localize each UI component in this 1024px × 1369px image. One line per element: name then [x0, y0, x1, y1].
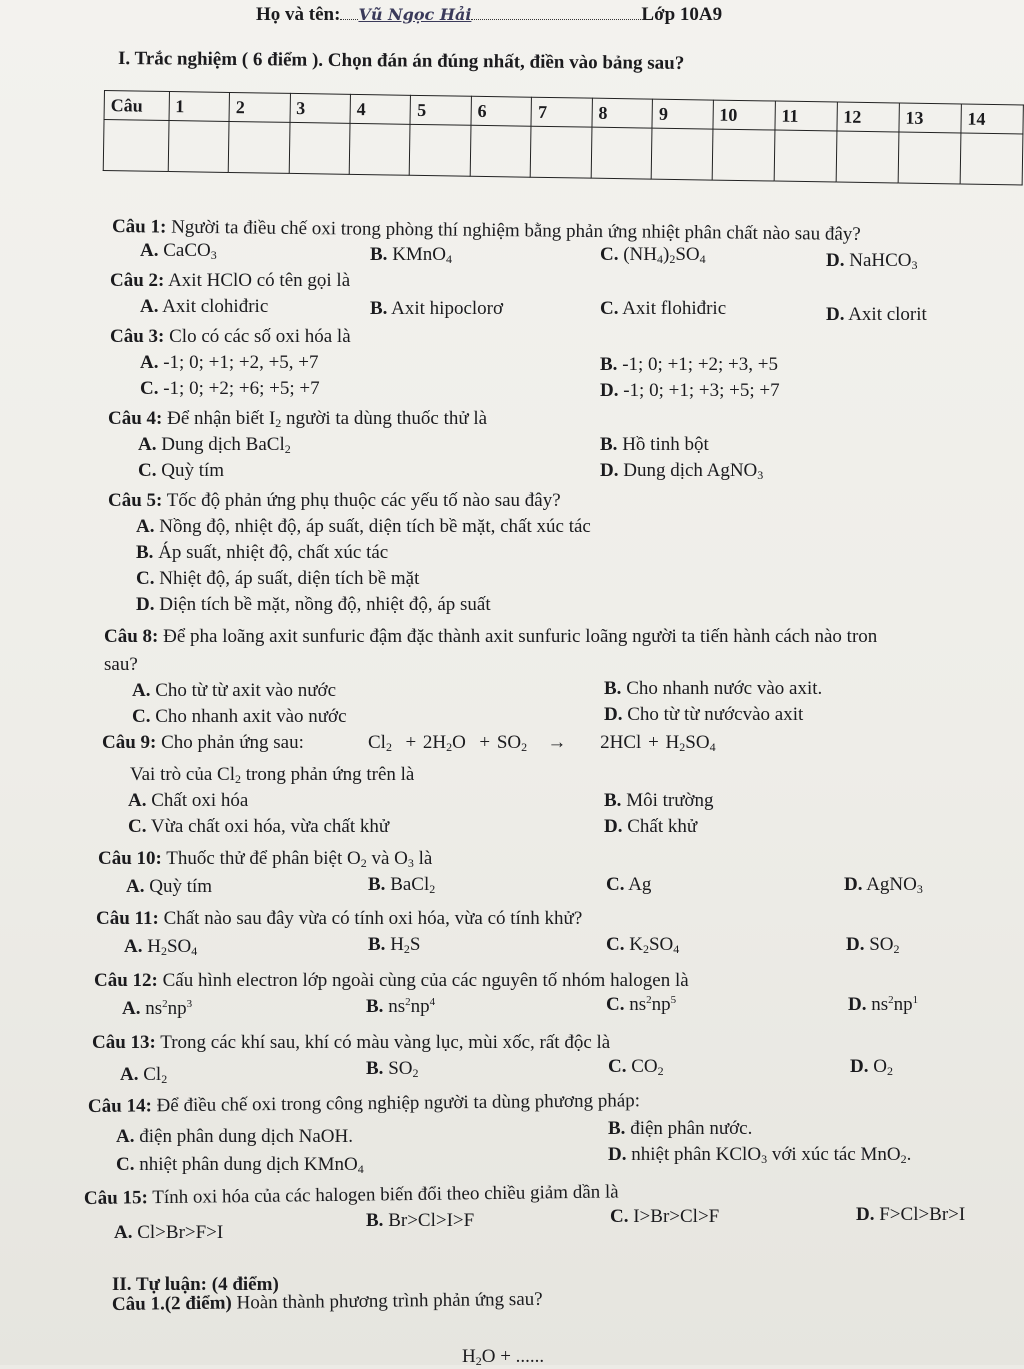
q1-option-a: A. CaCO$_3$ — [140, 240, 217, 262]
q10-option-b: B. BaCl$_2$ — [368, 874, 436, 896]
q8-option-b: B. Cho nhanh nước vào axit. — [604, 678, 823, 699]
question-15: Câu 15: Tính oxi hóa của các halogen biến đổi theo chiều giảm dần là — [83, 1181, 619, 1209]
q2-option-d: D. Axit clorit — [826, 304, 927, 325]
section-2-title: II. Tự luận: (4 điểm) — [112, 1274, 279, 1295]
q5-option-d: D. Diện tích bề mặt, nồng độ, nhiệt độ, áp suất — [136, 594, 491, 615]
section-1-title: I. Trắc nghiệm ( 6 điểm ). Chọn đán án đúng nhất, điền vào bảng sau? — [117, 48, 685, 74]
answer-col-3: 3 — [290, 93, 351, 123]
arrow-icon: → — [547, 732, 567, 753]
q9-option-c: C. Vừa chất oxi hóa, vừa chất khử — [128, 816, 390, 837]
answer-col-8: 8 — [592, 98, 653, 128]
q2-option-c: C. Axit flohiđric — [600, 298, 727, 319]
q13-option-b: B. $SO_2$ — [366, 1058, 419, 1080]
answer-table-header-label: Câu — [104, 91, 169, 121]
question-text: Người ta điều chế oxi trong phòng thí nghiệm bằng phản ứng nhiệt phân chất nào sau đây? — [171, 216, 861, 245]
q5-option-b: B. Áp suất, nhiệt độ, chất xúc tác — [136, 542, 389, 563]
answer-cell[interactable] — [289, 122, 350, 174]
question-14: Câu 14: Để điều chế oxi trong công nghiệp người ta dùng phương pháp: — [87, 1090, 641, 1117]
q5-option-a: A. Nồng độ, nhiệt độ, áp suất, diện tích bề mặt, chất xúc tác — [136, 516, 591, 537]
q15-option-c: C. I>Br>Cl>F — [610, 1206, 720, 1227]
answer-cell[interactable] — [228, 121, 289, 173]
q15-option-a: A. Cl>Br>F>I — [114, 1222, 224, 1243]
class-label: Lớp 10A9 — [641, 4, 723, 25]
q8-option-c: C. Cho nhanh axit vào nước — [132, 706, 347, 727]
q2-option-a: A. Axit clohiđric — [140, 296, 269, 317]
q8-option-a: A. Cho từ từ axit vào nước — [132, 680, 337, 701]
question-9: Câu 9: Cho phản ứng sau: — [102, 732, 304, 753]
q3-option-d: D. -1; 0; +1; +3; +5; +7 — [600, 380, 780, 401]
q11-option-c: C. $K_2SO_4$ — [606, 934, 680, 956]
question-1 — [112, 216, 861, 246]
answer-col-7: 7 — [531, 97, 592, 127]
q5-option-c: C. Nhiệt độ, áp suất, diện tích bề mặt — [136, 568, 420, 589]
q11-option-b: B. $H_2S$ — [368, 934, 421, 956]
answer-col-11: 11 — [775, 101, 837, 131]
q14-option-d: D. nhiệt phân KClO$_3$ với xúc tác MnO$_2$. — [608, 1144, 912, 1166]
question-8: Câu 8: Để pha loãng axit sunfuric đậm đặc thành axit sunfuric loãng người ta tiến hành cách nào tron — [104, 626, 878, 647]
q8-option-d: D. Cho từ từ nướcvào axit — [604, 704, 804, 725]
q14-option-c: C. nhiệt phân dung dịch KMnO$_4$ — [116, 1154, 364, 1176]
q2-option-b: B. Axit hipoclorơ — [370, 298, 504, 319]
answer-cell[interactable] — [712, 129, 775, 181]
q1-option-c: C. $(NH_4)_2SO_4$ — [600, 244, 706, 266]
q12-option-a: A. $ns^2np^3$ — [122, 998, 193, 1019]
answer-cell[interactable] — [103, 120, 168, 172]
q1-option-d: D. NaHCO$_3$ — [826, 250, 918, 272]
question-10: Câu 10: Thuốc thử để phân biệt $O_2$ và $O_3$ là — [98, 848, 433, 870]
q3-option-b: B. -1; 0; +1; +2; +3, +5 — [600, 354, 778, 375]
answer-cell[interactable] — [591, 127, 652, 179]
student-name: Vũ Ngọc Hải — [358, 5, 472, 24]
answer-col-13: 13 — [899, 103, 962, 133]
question-5: Câu 5: Tốc độ phản ứng phụ thuộc các yếu tố nào sau đây? — [108, 490, 561, 511]
question-13: Câu 13: Trong các khí sau, khí có màu vàng lục, mùi xốc, rất độc là — [92, 1032, 611, 1053]
q9-role-text: Vai trò của $Cl_2$ trong phản ứng trên là — [130, 764, 415, 786]
question-8-line-2: sau? — [104, 654, 138, 675]
answer-cell[interactable] — [168, 121, 229, 173]
q9-option-d: D. Chất khử — [604, 816, 698, 837]
q1-option-b: B. KMnO$_4$ — [370, 244, 453, 266]
q11-option-a: A. $H_2SO_4$ — [124, 936, 198, 958]
q14-option-a: A. điện phân dung dịch NaOH. — [116, 1126, 353, 1147]
q10-option-c: C. Ag — [606, 874, 652, 895]
q13-option-c: C. $CO_2$ — [608, 1056, 664, 1078]
answer-cell[interactable] — [531, 126, 592, 178]
q13-option-d: D. $O_2$ — [850, 1056, 893, 1078]
question-2: Câu 2: Axit HClO có tên gọi là — [110, 270, 351, 291]
q4-option-a: A. Dung dịch BaCl$_2$ — [138, 434, 291, 456]
name-line — [256, 4, 722, 26]
q10-option-a: A. Quỳ tím — [126, 876, 213, 897]
q4-option-b: B. Hồ tinh bột — [600, 434, 709, 455]
answer-col-10: 10 — [713, 100, 776, 130]
q4-option-d: D. Dung dịch AgNO$_3$ — [600, 460, 764, 482]
q11-option-d: D. $SO_2$ — [846, 934, 900, 956]
answer-cell[interactable] — [898, 132, 961, 184]
answer-col-9: 9 — [652, 99, 713, 129]
answer-cell[interactable] — [470, 125, 531, 177]
q12-option-d: D. $ns^2np^1$ — [848, 994, 919, 1015]
q9-option-a: A. Chất oxi hóa — [128, 790, 249, 811]
question-12: Câu 12: Cấu hình electron lớp ngoài cùng của các nguyên tố nhóm halogen là — [94, 970, 689, 991]
answer-col-12: 12 — [837, 102, 900, 132]
answer-cell[interactable] — [960, 133, 1023, 185]
q3-option-a: A. -1; 0; +1; +2, +5, +7 — [140, 352, 319, 373]
question-11: Câu 11: Chất nào sau đây vừa có tính oxi hóa, vừa có tính khử? — [96, 908, 583, 929]
q10-option-d: D. AgNO$_3$ — [844, 874, 923, 896]
answer-col-1: 1 — [169, 92, 230, 122]
answer-col-14: 14 — [961, 104, 1024, 134]
q12-option-b: B. $ns^2np^4$ — [366, 996, 436, 1017]
essay-partial-equation: $H_2O$ + ...... — [462, 1346, 545, 1368]
question-4: Câu 4: Để nhận biết $I_2$ người ta dùng thuốc thử là — [108, 408, 488, 430]
q9-option-b: B. Môi trường — [604, 790, 714, 811]
q13-option-a: A. $Cl_2$ — [120, 1064, 168, 1086]
q15-option-d: D. F>Cl>Br>I — [856, 1204, 966, 1225]
answer-cell[interactable] — [410, 124, 471, 176]
answer-table — [103, 90, 1024, 185]
q4-option-c: C. Quỳ tím — [138, 460, 225, 481]
q3-option-c: C. -1; 0; +2; +6; +5; +7 — [140, 378, 320, 399]
answer-col-2: 2 — [229, 92, 290, 122]
question-3: Câu 3: Clo có các số oxi hóa là — [110, 326, 351, 347]
answer-cell[interactable] — [836, 131, 899, 183]
q12-option-c: C. $ns^2np^5$ — [606, 994, 677, 1015]
q15-option-b: B. Br>Cl>I>F — [366, 1210, 475, 1231]
answer-cell[interactable] — [349, 123, 410, 175]
name-label: Họ và tên: — [256, 4, 341, 25]
answer-cell[interactable] — [774, 130, 837, 182]
answer-col-6: 6 — [471, 96, 532, 126]
essay-question-1: Câu 1.(2 điểm) Hoàn thành phương trình phản ứng sau? — [111, 1288, 543, 1315]
q9-equation: $Cl_2 + 2H_2O + SO_2$ → $2HCl + H_2SO_4$ — [368, 732, 716, 754]
question-number: Câu 1: — [111, 216, 167, 238]
answer-col-4: 4 — [350, 94, 411, 124]
answer-cell[interactable] — [651, 128, 712, 180]
answer-col-5: 5 — [410, 95, 471, 125]
q14-option-b: B. điện phân nước. — [608, 1118, 753, 1139]
